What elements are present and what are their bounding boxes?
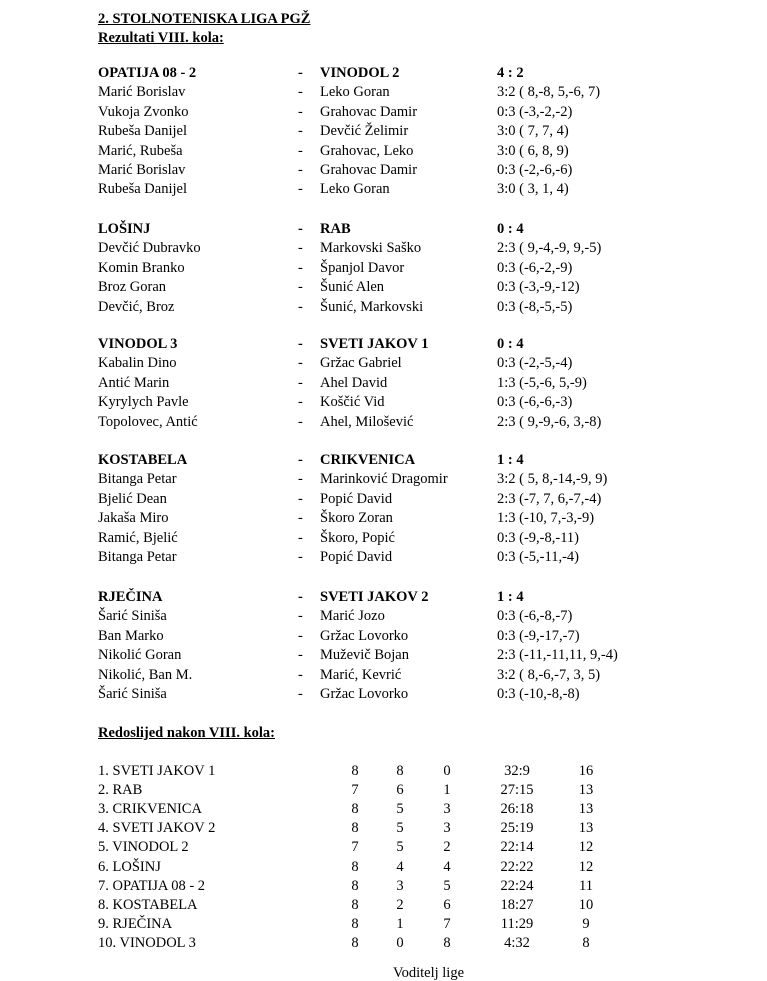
game-away-player: Marić Jozo (320, 608, 385, 625)
game-home-player: Nikolić Goran (98, 647, 182, 664)
game-result: 1:3 (-10, 7,-3,-9) (497, 510, 595, 527)
match-home-team: RJEČINA (98, 589, 163, 605)
match-home-team: KOSTABELA (98, 452, 188, 468)
game-away-player: Marinković Dragomir (320, 471, 448, 488)
standings-team: 1. SVETI JAKOV 1 (98, 763, 216, 779)
game-away-player: Grahovac Damir (320, 162, 418, 178)
game-away-player: Gržac Lovorko (320, 686, 409, 702)
game-away-player: Grahovac Damir (320, 103, 418, 120)
standings-played: 8 (351, 763, 359, 779)
standings-played: 8 (351, 915, 359, 932)
game-result: 3:0 ( 3, 1, 4) (497, 181, 569, 198)
standings-sets: 32:9 (504, 763, 530, 779)
game-away-player: Šunić Alen (320, 279, 385, 296)
game-result: 0:3 (-6,-6,-3) (497, 394, 573, 411)
standings-played: 8 (351, 801, 359, 818)
standings-team: 9. RJEČINA (98, 915, 173, 932)
standings-played: 8 (351, 858, 359, 875)
game-home-player: Jakaša Miro (98, 510, 169, 527)
game-home-player: Devčić Dubravko (98, 240, 201, 257)
game-result: 0:3 (-3,-2,-2) (497, 103, 573, 120)
game-dash: - (298, 529, 303, 546)
game-dash: - (298, 279, 303, 296)
game-result: 3:2 ( 8,-8, 5,-6, 7) (497, 84, 601, 101)
game-result: 3:2 ( 5, 8,-14,-9, 9) (497, 471, 608, 488)
standings-played: 8 (351, 934, 359, 951)
match-away-team: SVETI JAKOV 2 (320, 589, 429, 605)
footer-signature: Voditelj lige (393, 965, 465, 981)
game-away-player: Ahel, Milošević (320, 413, 414, 430)
game-dash: - (298, 490, 303, 507)
match-score: 1 : 4 (497, 452, 524, 468)
standings-wins: 1 (396, 915, 404, 932)
game-result: 0:3 (-8,-5,-5) (497, 298, 573, 315)
game-result: 3:2 ( 8,-6,-7, 3, 5) (497, 666, 601, 683)
standings-wins: 3 (396, 877, 404, 894)
standings-points: 12 (578, 839, 594, 856)
game-away-player: Popić David (320, 490, 393, 507)
game-result: 2:3 (-11,-11,11, 9,-4) (497, 647, 618, 664)
game-dash: - (298, 647, 303, 664)
game-dash: - (298, 627, 303, 644)
standings-wins: 2 (396, 896, 404, 913)
game-away-player: Škoro Zoran (320, 510, 393, 527)
game-home-player: Bitanga Petar (98, 549, 177, 565)
match-dash: - (298, 65, 303, 81)
game-dash: - (298, 374, 303, 391)
standings-points: 8 (582, 934, 590, 951)
match-home-team: VINODOL 3 (98, 336, 178, 352)
game-dash: - (298, 608, 303, 625)
match-away-team: CRIKVENICA (320, 452, 416, 468)
standings-wins: 4 (396, 858, 404, 875)
game-result: 2:3 ( 9,-4,-9, 9,-5) (497, 240, 602, 257)
match-score: 4 : 2 (497, 65, 524, 81)
game-dash: - (298, 394, 303, 411)
game-home-player: Šarić Siniša (98, 608, 167, 625)
game-dash: - (298, 142, 303, 159)
match-score: 0 : 4 (497, 336, 524, 352)
game-home-player: Marić Borislav (98, 84, 186, 101)
standings-played: 8 (351, 896, 359, 913)
standings-losses: 0 (443, 763, 451, 779)
standings-losses: 7 (443, 915, 451, 932)
standings-team: 3. CRIKVENICA (98, 801, 202, 818)
standings-sets: 18:27 (500, 896, 534, 913)
standings-points: 13 (578, 801, 594, 818)
game-result: 0:3 (-3,-9,-12) (497, 279, 580, 296)
game-dash: - (298, 298, 303, 315)
standings-wins: 5 (396, 820, 404, 837)
match-dash: - (298, 336, 303, 352)
game-away-player: Španjol Davor (320, 259, 405, 276)
standings-team: 5. VINODOL 2 (98, 839, 189, 856)
game-home-player: Marić Borislav (98, 162, 186, 178)
game-dash: - (298, 181, 303, 198)
game-result: 0:3 (-9,-8,-11) (497, 529, 580, 546)
match-away-team: VINODOL 2 (320, 65, 400, 81)
game-dash: - (298, 413, 303, 430)
game-dash: - (298, 259, 303, 276)
match-away-team: SVETI JAKOV 1 (320, 336, 429, 352)
match-home-team: LOŠINJ (98, 221, 151, 237)
game-dash: - (298, 355, 303, 372)
game-dash: - (298, 471, 303, 488)
standings-team: 2. RAB (98, 782, 143, 799)
game-away-player: Koščić Vid (320, 394, 385, 411)
game-dash: - (298, 123, 303, 140)
standings-team: 7. OPATIJA 08 - 2 (98, 877, 206, 894)
standings-team: 6. LOŠINJ (98, 858, 161, 875)
game-result: 0:3 (-2,-6,-6) (497, 162, 573, 178)
match-dash: - (298, 589, 303, 605)
game-result: 3:0 ( 6, 8, 9) (497, 142, 569, 159)
standings-played: 8 (351, 820, 359, 837)
game-result: 3:0 ( 7, 7, 4) (497, 123, 569, 140)
game-away-player: Ahel David (320, 374, 388, 391)
document-title: 2. STOLNOTENISKA LIGA PGŽ (98, 11, 311, 27)
standings-sets: 22:24 (500, 877, 534, 894)
game-home-player: Ramić, Bjelić (98, 529, 178, 546)
standings-points: 9 (582, 915, 590, 932)
standings-points: 11 (579, 877, 593, 894)
standings-played: 7 (351, 782, 359, 799)
game-result: 0:3 (-10,-8,-8) (497, 686, 580, 702)
standings-played: 7 (351, 839, 359, 856)
game-home-player: Broz Goran (98, 279, 167, 296)
game-result: 0:3 (-5,-11,-4) (497, 549, 580, 565)
standings-losses: 8 (443, 934, 451, 951)
game-home-player: Kyrylych Pavle (98, 394, 189, 411)
game-result: 2:3 ( 9,-9,-6, 3,-8) (497, 413, 602, 430)
game-home-player: Marić, Rubeša (98, 142, 183, 159)
standings-wins: 5 (396, 839, 404, 856)
game-result: 1:3 (-5,-6, 5,-9) (497, 374, 587, 391)
standings-points: 12 (578, 858, 594, 875)
standings-team: 8. KOSTABELA (98, 896, 198, 913)
standings-wins: 8 (396, 763, 404, 779)
game-home-player: Devčić, Broz (98, 298, 175, 315)
game-dash: - (298, 162, 303, 178)
game-home-player: Bitanga Petar (98, 471, 177, 488)
standings-points: 13 (578, 820, 594, 837)
game-away-player: Gržac Gabriel (320, 355, 402, 372)
standings-losses: 3 (443, 820, 451, 837)
standings-title: Redoslijed nakon VIII. kola: (98, 725, 276, 741)
standings-wins: 6 (396, 782, 404, 799)
game-away-player: Popić David (320, 549, 393, 565)
standings-sets: 26:18 (500, 801, 534, 818)
game-home-player: Vukoja Zvonko (98, 103, 189, 120)
match-home-team: OPATIJA 08 - 2 (98, 65, 197, 81)
standings-losses: 6 (443, 896, 451, 913)
game-dash: - (298, 240, 303, 257)
match-dash: - (298, 452, 303, 468)
game-home-player: Ban Marko (98, 627, 164, 644)
game-dash: - (298, 549, 303, 565)
game-away-player: Markovski Saško (320, 240, 422, 257)
game-result: 0:3 (-2,-5,-4) (497, 355, 573, 372)
game-away-player: Marić, Kevrić (320, 666, 402, 683)
game-away-player: Muževič Bojan (320, 647, 409, 664)
game-away-player: Gržac Lovorko (320, 627, 409, 644)
game-home-player: Rubeša Danijel (98, 123, 187, 140)
standings-played: 8 (351, 877, 359, 894)
standings-losses: 5 (443, 877, 451, 894)
game-dash: - (298, 686, 303, 702)
game-result: 0:3 (-6,-8,-7) (497, 608, 573, 625)
game-away-player: Leko Goran (320, 84, 390, 101)
standings-sets: 22:22 (500, 858, 534, 875)
standings-sets: 4:32 (504, 934, 530, 951)
round-subtitle: Rezultati VIII. kola: (98, 30, 224, 46)
game-home-player: Nikolić, Ban M. (98, 666, 193, 683)
game-away-player: Šunić, Markovski (320, 298, 424, 315)
game-dash: - (298, 666, 303, 683)
game-away-player: Devčić Želimir (320, 123, 409, 140)
game-home-player: Komin Branko (98, 259, 185, 276)
game-home-player: Rubeša Danijel (98, 181, 187, 198)
standings-losses: 4 (443, 858, 451, 875)
match-away-team: RAB (320, 221, 351, 237)
standings-wins: 5 (396, 801, 404, 818)
standings-losses: 1 (443, 782, 451, 799)
standings-sets: 27:15 (500, 782, 534, 799)
game-home-player: Kabalin Dino (98, 355, 177, 372)
standings-points: 16 (578, 763, 594, 779)
standings-points: 13 (578, 782, 594, 799)
match-dash: - (298, 221, 303, 237)
match-score: 0 : 4 (497, 221, 524, 237)
game-home-player: Bjelić Dean (98, 490, 167, 507)
game-away-player: Grahovac, Leko (320, 142, 414, 159)
standings-sets: 22:14 (500, 839, 534, 856)
standings-sets: 11:29 (500, 915, 534, 932)
standings-wins: 0 (396, 934, 404, 951)
standings-losses: 2 (443, 839, 451, 856)
standings-sets: 25:19 (500, 820, 534, 837)
game-result: 0:3 (-6,-2,-9) (497, 259, 573, 276)
standings-team: 10. VINODOL 3 (98, 934, 196, 951)
game-home-player: Topolovec, Antić (98, 413, 198, 430)
game-dash: - (298, 84, 303, 101)
match-score: 1 : 4 (497, 589, 524, 605)
game-dash: - (298, 510, 303, 527)
game-result: 2:3 (-7, 7, 6,-7,-4) (497, 490, 602, 507)
standings-points: 10 (578, 896, 594, 913)
game-home-player: Antić Marin (98, 374, 170, 391)
game-result: 0:3 (-9,-17,-7) (497, 627, 580, 644)
standings-losses: 3 (443, 801, 451, 818)
game-home-player: Šarić Siniša (98, 686, 167, 702)
game-dash: - (298, 103, 303, 120)
standings-team: 4. SVETI JAKOV 2 (98, 820, 216, 837)
game-away-player: Škoro, Popić (320, 529, 395, 546)
game-away-player: Leko Goran (320, 181, 390, 198)
